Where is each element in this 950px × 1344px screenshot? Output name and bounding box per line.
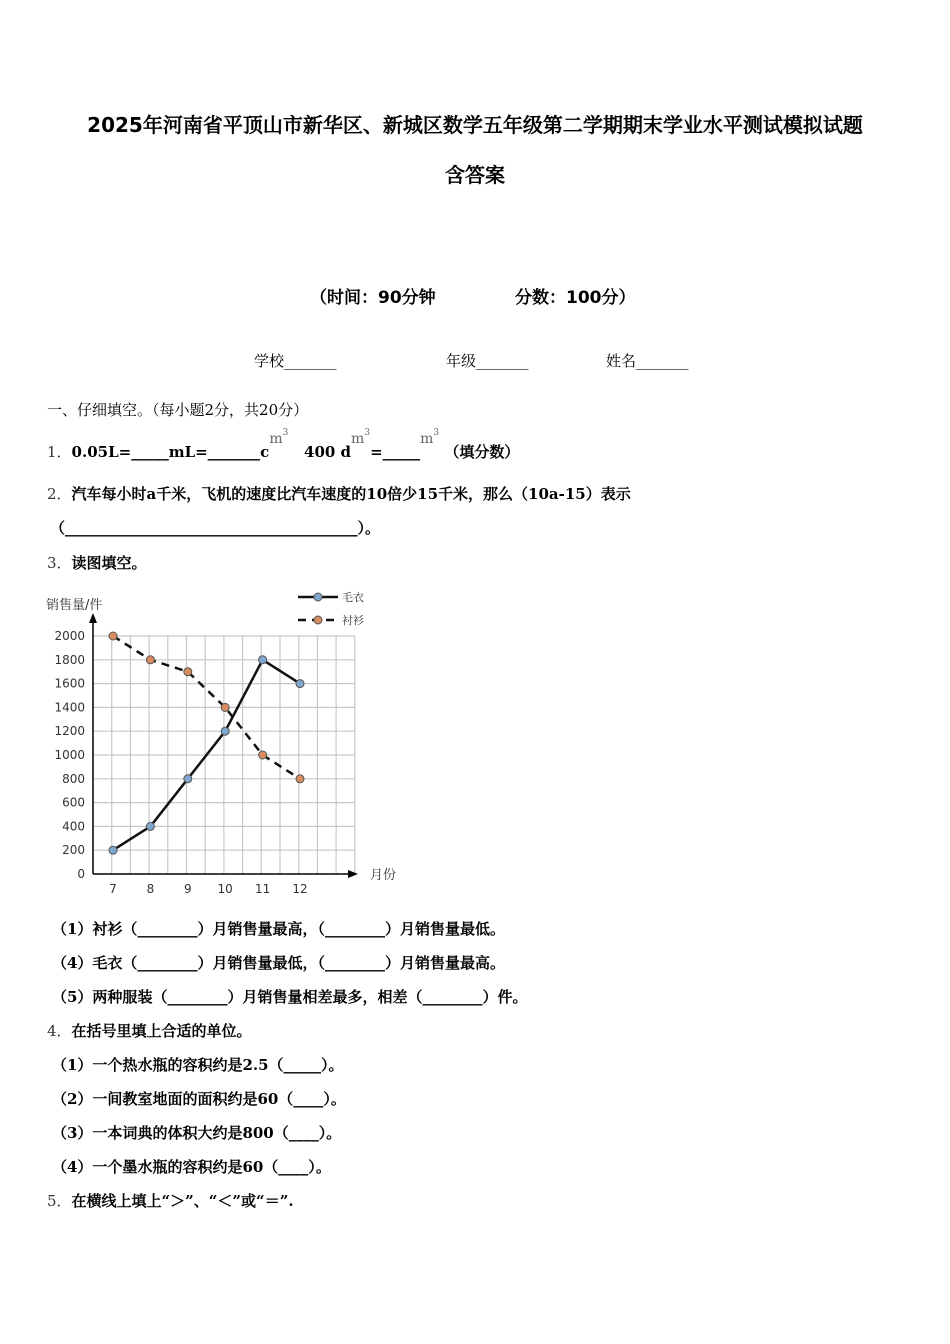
data-point	[259, 751, 267, 759]
x-tick-label: 12	[292, 882, 308, 895]
q4-sub-2: （2）一间教室地面的面积约是60（____）。	[52, 1090, 346, 1108]
q3-sub-4: （4）毛衣（________）月销售量最低，（________）月销售量最高。	[52, 954, 505, 972]
x-tick-label: 11	[254, 882, 271, 895]
data-point	[184, 775, 192, 783]
y-tick-label: 600	[62, 795, 85, 810]
q5-text: 在横线上填上“＞”、“＜”或“＝”.	[71, 1192, 294, 1210]
page-title-line2: 含答案	[445, 163, 505, 187]
question-2	[47, 484, 631, 504]
y-tick-label: 1400	[54, 700, 85, 715]
data-point	[296, 680, 304, 688]
question-number: 1．	[47, 443, 72, 461]
q1-part2: 400 d	[304, 443, 352, 461]
x-axis-title: 月份	[370, 868, 397, 883]
data-point	[259, 656, 267, 664]
question-1	[47, 428, 520, 462]
x-tick-label: 9	[183, 882, 192, 895]
q4-sub-1: （1）一个热水瓶的容积约是2.5（_____）。	[52, 1056, 344, 1074]
question-number: 5．	[47, 1192, 72, 1210]
school-field[interactable]: 学校_______	[254, 352, 337, 370]
q4-text: 在括号里填上合适的单位。	[71, 1022, 252, 1040]
legend-marker	[314, 593, 322, 601]
legend-label: 毛衣	[342, 591, 364, 604]
y-tick-label: 1200	[54, 724, 85, 739]
q3-sub-5: （5）两种服装（________）月销售量相差最多，相差（________）件。	[52, 988, 528, 1006]
y-tick-label: 1600	[54, 676, 85, 691]
unit-m3: m3	[420, 428, 440, 447]
data-point	[221, 727, 229, 735]
legend-marker	[314, 616, 322, 624]
q1-note: （填分数）	[444, 443, 520, 461]
data-point	[296, 775, 304, 783]
y-tick-label: 1000	[54, 748, 85, 762]
data-point	[221, 703, 229, 711]
grade-field[interactable]: 年级_______	[446, 352, 529, 370]
x-tick-label: 7	[109, 882, 117, 895]
chart-series	[109, 632, 304, 854]
unit-m3: m3	[269, 428, 289, 447]
data-point	[184, 668, 192, 676]
question-5	[47, 1191, 294, 1211]
y-tick-label: 0	[77, 867, 85, 881]
question-number: 2．	[47, 485, 72, 503]
name-field[interactable]: 姓名_______	[606, 352, 689, 370]
data-point	[146, 656, 154, 664]
data-point	[109, 846, 117, 854]
q3-text: 读图填空。	[71, 554, 147, 572]
question-number: 4．	[47, 1022, 72, 1040]
q4-sub-4: （4）一个墨水瓶的容积约是60（____）。	[52, 1158, 331, 1176]
q4-sub-3: （3）一本词典的体积大约是800（____）。	[52, 1124, 342, 1142]
data-point	[146, 822, 154, 830]
q1-part3: =_____	[370, 443, 421, 461]
q2-text: 汽车每小时a千米，飞机的速度比汽车速度的10倍少15千米，那么（10a-15）表示	[71, 485, 631, 503]
page-title-line1: 2025年河南省平顶山市新华区、新城区数学五年级第二学期期末学业水平测试模拟试题	[87, 113, 863, 137]
q2-answer-blank: （_______________________________________）。	[50, 519, 381, 537]
legend-label: 衬衫	[342, 614, 364, 627]
x-tick-label: 8	[146, 882, 155, 895]
q3-sub-1: （1）衬衫（________）月销售量最高，（________）月销售量最低。	[52, 920, 505, 938]
y-tick-label: 200	[62, 843, 85, 858]
exam-score: 分数：100分）	[515, 288, 636, 308]
x-tick-label: 10	[217, 882, 233, 895]
y-tick-label: 1800	[54, 652, 85, 667]
y-axis-arrow	[89, 613, 97, 623]
section-heading: 一、仔细填空。（每小题2分，共20分）	[47, 401, 309, 419]
y-tick-label: 2000	[54, 629, 85, 643]
y-axis-title: 销售量/件	[46, 598, 103, 613]
question-4	[47, 1021, 252, 1041]
q1-part1: 0.05L=_____mL=_______c	[71, 443, 270, 461]
unit-m3: m3	[351, 428, 371, 447]
question-3	[47, 553, 147, 573]
data-point	[109, 632, 117, 640]
exam-time: （时间：90分钟	[310, 288, 436, 308]
chart-legend	[298, 591, 364, 627]
x-axis-arrow	[348, 870, 358, 878]
y-tick-label: 800	[62, 771, 85, 786]
question-number: 3．	[47, 554, 72, 572]
y-tick-label: 400	[62, 819, 85, 834]
sales-line-chart	[40, 585, 410, 895]
